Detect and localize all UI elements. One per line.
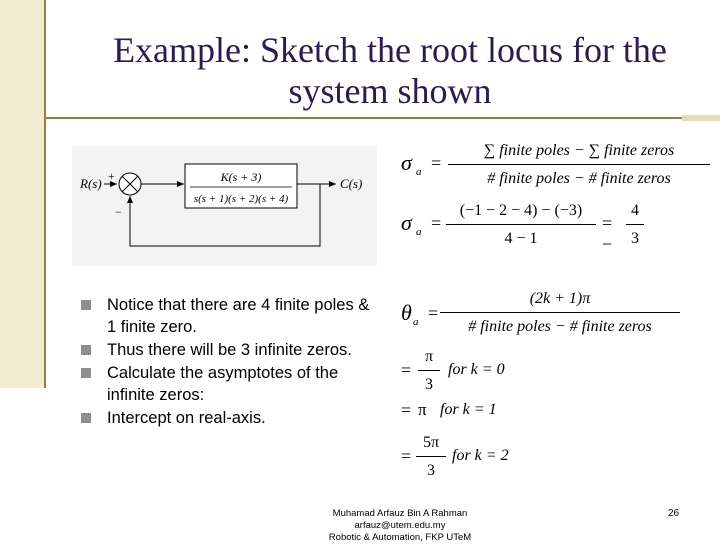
theta-symbol: θ [401,300,412,325]
bullet-item: Intercept on real-axis. [81,407,381,429]
theta-equals: = [428,303,439,323]
footer-email: arfauz@utem.edu.my [354,520,446,531]
output-label: C(s) [340,176,363,191]
angle-k0-numerator: π [424,348,434,365]
sigma-result-denominator: 3 [631,230,639,247]
sigma-result-sign: = − [602,213,613,254]
angle-k2-denominator: 3 [427,462,435,479]
plus-sign: + [108,169,115,183]
angle-k2-condition: for k = 2 [452,447,509,464]
angle-k1-value: π [418,400,427,419]
left-accent-bar [0,0,44,388]
theta-formula-bar [440,312,680,313]
slide-title-line1: Example: Sketch the root locus for the [113,30,667,70]
sigma-equals-2: = [431,213,442,233]
footer [300,508,500,544]
sigma-result-bar [626,224,644,225]
slide-title [60,30,720,112]
sigma-value-numerator: (−1 − 2 − 4) − (−3) [459,202,583,219]
angle-k0-equals: = [401,360,412,380]
block-numerator: K(s + 3) [220,170,262,184]
footer-dept: Robotic & Automation, FKP UTeM [328,532,472,543]
block-diagram-svg [72,146,377,266]
theta-formula-numerator: (2k + 1)π [529,290,591,307]
title-underline [44,117,684,119]
angle-k0-bar [418,370,440,371]
block-diagram [72,146,377,266]
angle-k1-equals: = [401,400,412,420]
bullet-item: Calculate the asymptotes of the infinite zeros: [81,362,381,406]
bullet-item: Notice that there are 4 finite poles & 1 finite zero. [81,294,381,338]
sigma-value-bar [446,224,596,225]
slide-title-line2: system shown [288,71,492,111]
minus-sign: − [115,205,122,219]
title-underline-accent [682,115,720,121]
sigma-formula-denominator: # finite poles − # finite zeros [487,170,671,187]
angle-k2-numerator: 5π [422,434,440,451]
sigma-symbol-2: σ [401,210,412,235]
angle-k2-bar [416,456,446,457]
sigma-equals: = [431,153,442,173]
angle-k0-denominator: 3 [425,376,433,393]
block-denominator: s(s + 1)(s + 2)(s + 4) [193,193,289,205]
sigma-symbol: σ [401,150,412,175]
angle-k1-condition: for k = 1 [440,401,497,418]
left-accent-line [44,0,46,388]
sigma-subscript-2: a [416,226,422,238]
bullet-item: Thus there will be 3 infinite zeros. [81,339,381,361]
sigma-formula-numerator: ∑ finite poles − ∑ finite zeros [483,142,675,159]
angle-k0-condition: for k = 0 [448,361,505,378]
sigma-formula-bar [448,164,710,165]
angle-k2-equals: = [401,446,412,466]
sigma-value-denominator: 4 − 1 [504,230,538,247]
sigma-result-numerator: 4 [631,202,639,219]
theta-formula-denominator: # finite poles − # finite zeros [468,318,652,335]
footer-author: Muhamad Arfauz Bin A Rahman [332,508,468,519]
sigma-subscript: a [416,166,422,178]
bullet-list [81,294,381,430]
page-number: 26 [668,508,680,519]
theta-subscript: a [413,316,419,328]
input-label: R(s) [80,176,102,191]
